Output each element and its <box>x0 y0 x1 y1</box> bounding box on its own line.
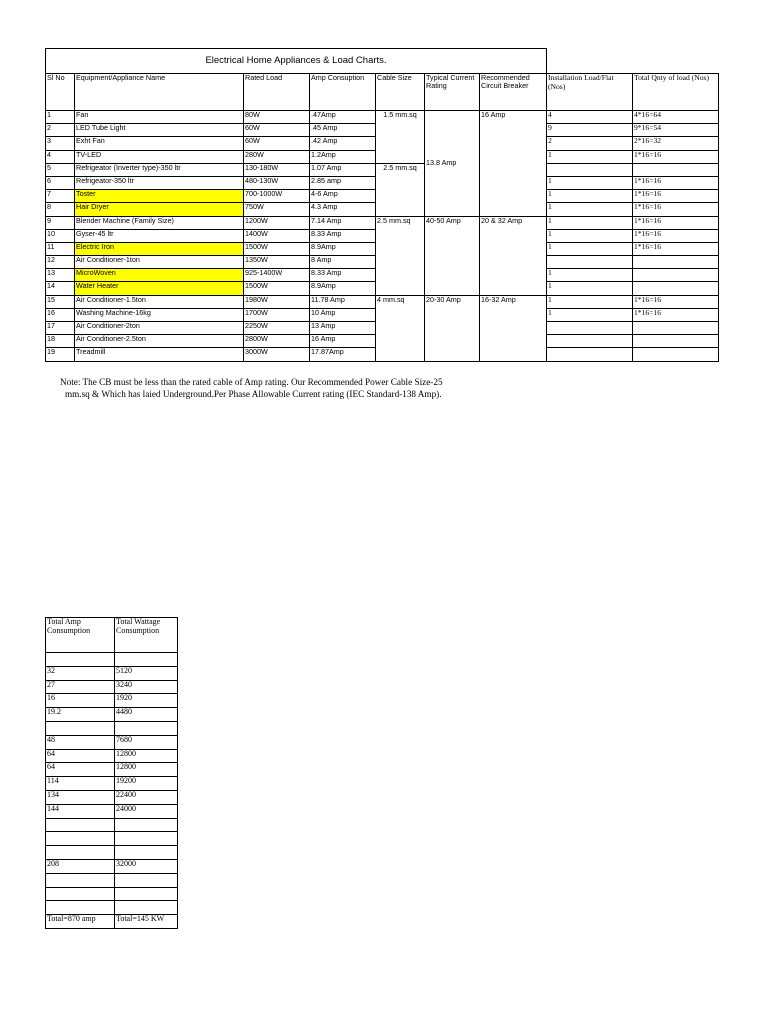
header-total-amp: Total Amp Consumption <box>46 618 115 653</box>
typical-current-cell: 20-30 Amp <box>425 295 480 361</box>
totals-row <box>46 763 178 777</box>
sl-no-cell: 1 <box>46 111 75 124</box>
load-chart-table <box>45 48 719 362</box>
total-amp-cell <box>46 887 115 901</box>
total-wattage-cell <box>115 653 178 667</box>
chart-title: Electrical Home Appliances & Load Charts. <box>46 49 547 74</box>
sl-no-cell: 19 <box>46 348 75 361</box>
appliance-name-cell: Fan <box>75 111 244 124</box>
appliance-name-cell: MicroWoven <box>75 269 244 282</box>
rated-load-cell: 130-180W <box>244 163 310 176</box>
total-wattage-cell: 7680 <box>115 735 178 749</box>
sl-no-cell: 7 <box>46 190 75 203</box>
total-amp-cell <box>46 832 115 846</box>
appliance-name-cell: Blender Machine (Family Size) <box>75 216 244 229</box>
amp-cell: .42 Amp <box>310 137 376 150</box>
appliance-name-cell: Electric Iron <box>75 242 244 255</box>
note-line-1: Note: The CB must be less than the rated cable of Amp rating. Our Recommended Power Cable Size-25 <box>60 377 443 387</box>
table-row <box>46 163 719 176</box>
total-qty-cell <box>633 282 719 295</box>
rated-load-cell: 1980W <box>244 295 310 308</box>
installation-cell: 9 <box>547 124 633 137</box>
appliance-name-cell: Washing Machine-16kg <box>75 308 244 321</box>
header-cable-size: Cable Size <box>376 74 425 111</box>
amp-cell: 8.9Amp <box>310 242 376 255</box>
note-line-2: mm.sq & Which has laied Underground.Per Phase Allowable Current rating (IEC Standard-138 Amp). <box>65 389 442 399</box>
total-amp-cell: 32 <box>46 666 115 680</box>
amp-cell: .47Amp <box>310 111 376 124</box>
sl-no-cell: 3 <box>46 137 75 150</box>
rated-load-cell: 60W <box>244 124 310 137</box>
total-qty-cell: 1*16=16 <box>633 242 719 255</box>
installation-cell <box>547 322 633 335</box>
amp-cell: 1.2Amp <box>310 150 376 163</box>
appliance-name-cell: Refrigeator-350 ltr <box>75 176 244 189</box>
note-text <box>60 376 560 400</box>
amp-cell: 17.87Amp <box>310 348 376 361</box>
sl-no-cell: 15 <box>46 295 75 308</box>
total-wattage-cell: 22400 <box>115 790 178 804</box>
total-qty-cell: 1*16=16 <box>633 295 719 308</box>
appliance-name-cell: Hair Dryer <box>75 203 244 216</box>
sl-no-cell: 10 <box>46 229 75 242</box>
table-row <box>46 111 719 124</box>
totals-row <box>46 777 178 791</box>
appliance-name-cell: Air Conditioner-2ton <box>75 322 244 335</box>
totals-row <box>46 846 178 860</box>
installation-cell: 1 <box>547 295 633 308</box>
installation-cell: 4 <box>547 111 633 124</box>
total-wattage-cell: Total=145 KW <box>115 915 178 929</box>
cable-size-cell: 2.5 mm.sq <box>376 163 425 216</box>
circuit-breaker-cell: 16 Amp <box>480 111 547 217</box>
totals-row <box>46 873 178 887</box>
rated-load-cell: 2800W <box>244 335 310 348</box>
total-amp-cell <box>46 873 115 887</box>
installation-cell <box>547 163 633 176</box>
appliance-name-cell: Gyser-45 ltr <box>75 229 244 242</box>
total-qty-cell <box>633 256 719 269</box>
total-qty-cell: 1*16=16 <box>633 216 719 229</box>
appliance-name-cell: Air Conditioner-2.5ton <box>75 335 244 348</box>
sl-no-cell: 11 <box>46 242 75 255</box>
total-qty-cell: 4*16=64 <box>633 111 719 124</box>
rated-load-cell: 1350W <box>244 256 310 269</box>
totals-row <box>46 915 178 929</box>
total-qty-cell: 1*16=16 <box>633 190 719 203</box>
rated-load-cell: 80W <box>244 111 310 124</box>
sl-no-cell: 8 <box>46 203 75 216</box>
total-wattage-cell: 5120 <box>115 666 178 680</box>
amp-cell: 11.78 Amp <box>310 295 376 308</box>
appliance-name-cell: Treadmill <box>75 348 244 361</box>
sl-no-cell: 16 <box>46 308 75 321</box>
total-amp-cell: 27 <box>46 680 115 694</box>
totals-row <box>46 735 178 749</box>
total-qty-cell <box>633 322 719 335</box>
installation-cell: 1 <box>547 308 633 321</box>
circuit-breaker-cell: 20 & 32 Amp <box>480 216 547 295</box>
total-qty-cell: 1*16=16 <box>633 150 719 163</box>
appliance-name-cell: Water Heater <box>75 282 244 295</box>
appliance-name-cell: Air Conditioner-1.5ton <box>75 295 244 308</box>
amp-cell: 8.33 Amp <box>310 269 376 282</box>
rated-load-cell: 750W <box>244 203 310 216</box>
total-qty-cell: 1*16=16 <box>633 203 719 216</box>
total-wattage-cell <box>115 887 178 901</box>
totals-header-row <box>46 618 178 653</box>
totals-table <box>45 617 178 929</box>
installation-cell: 1 <box>547 176 633 189</box>
header-installation-load: Installation Load/Flat (Nos) <box>547 74 633 111</box>
rated-load-cell: 480-130W <box>244 176 310 189</box>
appliance-name-cell: Exht Fan <box>75 137 244 150</box>
amp-cell: 13 Amp <box>310 322 376 335</box>
title-spacer <box>547 49 719 74</box>
totals-row <box>46 901 178 915</box>
total-wattage-cell: 12800 <box>115 763 178 777</box>
amp-cell: 8 Amp <box>310 256 376 269</box>
amp-cell: 10 Amp <box>310 308 376 321</box>
table-row <box>46 295 719 308</box>
rated-load-cell: 700-1000W <box>244 190 310 203</box>
rated-load-cell: 280W <box>244 150 310 163</box>
total-amp-cell: 134 <box>46 790 115 804</box>
totals-row <box>46 804 178 818</box>
amp-cell: 8.33 Amp <box>310 229 376 242</box>
total-wattage-cell: 4480 <box>115 708 178 722</box>
sl-no-cell: 9 <box>46 216 75 229</box>
amp-cell: 4-6 Amp <box>310 190 376 203</box>
sl-no-cell: 12 <box>46 256 75 269</box>
totals-row <box>46 887 178 901</box>
total-wattage-cell: 3240 <box>115 680 178 694</box>
total-qty-cell: 1*16=16 <box>633 176 719 189</box>
header-typical-current: Typical Current Rating <box>425 74 480 111</box>
sl-no-cell: 13 <box>46 269 75 282</box>
total-wattage-cell: 12800 <box>115 749 178 763</box>
installation-cell <box>547 335 633 348</box>
rated-load-cell: 1500W <box>244 242 310 255</box>
total-wattage-cell <box>115 873 178 887</box>
amp-cell: 4.3 Amp <box>310 203 376 216</box>
installation-cell: 2 <box>547 137 633 150</box>
totals-row <box>46 859 178 873</box>
installation-cell: 1 <box>547 269 633 282</box>
totals-row <box>46 749 178 763</box>
appliance-name-cell: Air Conditioner-1ton <box>75 256 244 269</box>
rated-load-cell: 60W <box>244 137 310 150</box>
total-amp-cell: Total=870 amp <box>46 915 115 929</box>
header-rated-load: Rated Load <box>244 74 310 111</box>
installation-cell: 1 <box>547 229 633 242</box>
totals-row <box>46 653 178 667</box>
totals-row <box>46 818 178 832</box>
totals-row <box>46 708 178 722</box>
total-amp-cell <box>46 901 115 915</box>
cable-size-cell: 2.5 mm.sq <box>376 216 425 295</box>
total-amp-cell: 48 <box>46 735 115 749</box>
header-appliance-name: Equipment/Appliance Name <box>75 74 244 111</box>
sl-no-cell: 6 <box>46 176 75 189</box>
totals-row <box>46 666 178 680</box>
installation-cell: 1 <box>547 216 633 229</box>
amp-cell: .45 Amp <box>310 124 376 137</box>
installation-cell: 1 <box>547 282 633 295</box>
header-circuit-breaker: Recommended Circuit Breaker <box>480 74 547 111</box>
total-amp-cell: 64 <box>46 749 115 763</box>
header-amp-consumption: Amp Consuption <box>310 74 376 111</box>
total-amp-cell <box>46 818 115 832</box>
sl-no-cell: 4 <box>46 150 75 163</box>
total-amp-cell: 64 <box>46 763 115 777</box>
amp-cell: 7.14 Amp <box>310 216 376 229</box>
amp-cell: 8.9Amp <box>310 282 376 295</box>
rated-load-cell: 1700W <box>244 308 310 321</box>
sl-no-cell: 14 <box>46 282 75 295</box>
total-amp-cell: 16 <box>46 694 115 708</box>
amp-cell: 1.07 Amp <box>310 163 376 176</box>
total-qty-cell <box>633 335 719 348</box>
sl-no-cell: 18 <box>46 335 75 348</box>
total-qty-cell <box>633 163 719 176</box>
total-amp-cell: 19.2 <box>46 708 115 722</box>
cable-size-cell: 4 mm.sq <box>376 295 425 361</box>
header-row <box>46 74 719 111</box>
rated-load-cell: 1400W <box>244 229 310 242</box>
total-qty-cell: 9*16=54 <box>633 124 719 137</box>
cable-size-cell: 1.5 mm.sq <box>376 111 425 164</box>
rated-load-cell: 925-1400W <box>244 269 310 282</box>
appliance-name-cell: LED Tube Light <box>75 124 244 137</box>
total-wattage-cell: 32000 <box>115 859 178 873</box>
installation-cell: 1 <box>547 203 633 216</box>
rated-load-cell: 1200W <box>244 216 310 229</box>
total-amp-cell <box>46 653 115 667</box>
circuit-breaker-cell: 16-32 Amp <box>480 295 547 361</box>
total-wattage-cell: 24000 <box>115 804 178 818</box>
sl-no-cell: 5 <box>46 163 75 176</box>
total-wattage-cell: 1920 <box>115 694 178 708</box>
amp-cell: 2.85 amp <box>310 176 376 189</box>
appliance-name-cell: Refrigeator (Inverter type)-350 ltr <box>75 163 244 176</box>
total-wattage-cell <box>115 901 178 915</box>
rated-load-cell: 3000W <box>244 348 310 361</box>
total-wattage-cell <box>115 721 178 735</box>
sl-no-cell: 17 <box>46 322 75 335</box>
installation-cell <box>547 256 633 269</box>
totals-row <box>46 790 178 804</box>
total-wattage-cell <box>115 846 178 860</box>
totals-row <box>46 680 178 694</box>
total-amp-cell <box>46 721 115 735</box>
total-amp-cell: 208 <box>46 859 115 873</box>
sl-no-cell: 2 <box>46 124 75 137</box>
rated-load-cell: 2250W <box>244 322 310 335</box>
rated-load-cell: 1500W <box>244 282 310 295</box>
total-qty-cell <box>633 269 719 282</box>
header-total-quantity: Total Qnty of load (Nos) <box>633 74 719 111</box>
totals-row <box>46 832 178 846</box>
total-amp-cell: 114 <box>46 777 115 791</box>
appliance-name-cell: Toster <box>75 190 244 203</box>
total-qty-cell: 1*16=16 <box>633 308 719 321</box>
total-qty-cell: 2*16=32 <box>633 137 719 150</box>
installation-cell: 1 <box>547 242 633 255</box>
amp-cell: 16 Amp <box>310 335 376 348</box>
total-wattage-cell <box>115 818 178 832</box>
typical-current-cell: 13.8 Amp <box>425 111 480 217</box>
total-wattage-cell <box>115 832 178 846</box>
installation-cell <box>547 348 633 361</box>
table-row <box>46 216 719 229</box>
appliance-name-cell: TV-LED <box>75 150 244 163</box>
installation-cell: 1 <box>547 150 633 163</box>
total-amp-cell <box>46 846 115 860</box>
header-sl-no: Sl No <box>46 74 75 111</box>
total-amp-cell: 144 <box>46 804 115 818</box>
totals-row <box>46 721 178 735</box>
typical-current-cell: 40-50 Amp <box>425 216 480 295</box>
installation-cell: 1 <box>547 190 633 203</box>
total-qty-cell: 1*16=16 <box>633 229 719 242</box>
header-total-wattage: Total Wattage Consumption <box>115 618 178 653</box>
total-qty-cell <box>633 348 719 361</box>
totals-row <box>46 694 178 708</box>
total-wattage-cell: 19200 <box>115 777 178 791</box>
